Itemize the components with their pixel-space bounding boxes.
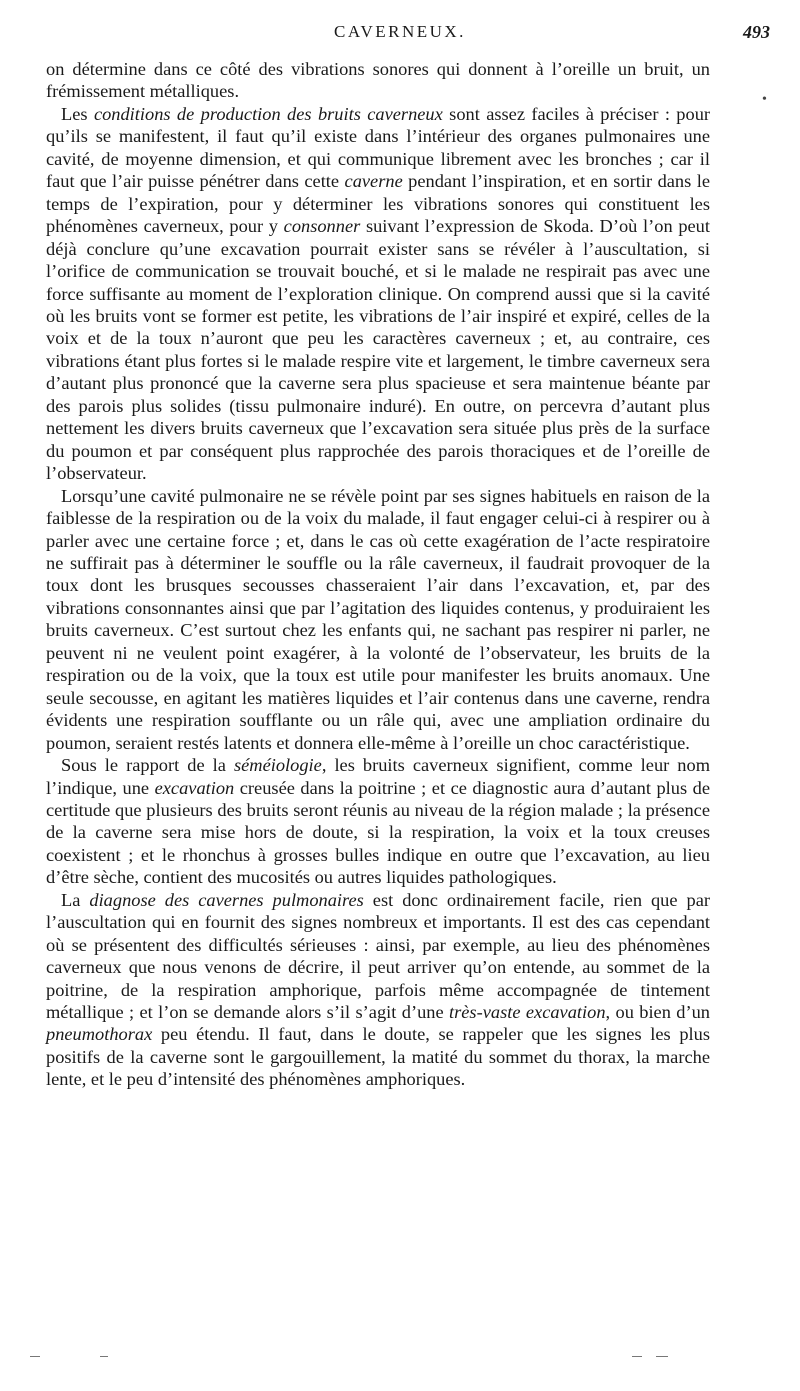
italic-text: séméiologie: [233, 755, 322, 776]
text-run: Les: [61, 103, 94, 124]
running-title: CAVERNEUX.: [334, 22, 466, 41]
paragraph: [46, 103, 710, 485]
text-run: La: [61, 889, 90, 910]
paragraph: [46, 754, 710, 889]
italic-text: très-vaste excavation: [449, 1002, 606, 1023]
text-run: , ou bien d’un: [605, 1002, 710, 1023]
bottom-speck: [656, 1356, 668, 1357]
paragraph: [46, 58, 710, 103]
bottom-speck: [30, 1356, 40, 1357]
text-run: Lorsqu’une cavité pulmonaire ne se révèle point par ses signes habituels en raison de la faiblesse de la respiration ou de la voix du malade, il faut engager celui-ci à respirer ou à parler avec une certaine force ; et, dans le cas où cette exagération de l’acte respiratoire ne suffirait pas à déterminer le souffle ou la râle caverneux, il faudrait provoquer de la toux dont les brusques secousses chasseraient l’air dans l’excavation, et, par des vibrations consonnantes ainsi que par l’agitation des liquides contenus, y produiraient les bruits caverneux. C’est surtout chez les enfants qui, ne sachant pas respirer ni parler, ne peuvent ni ne veulent point exagérer, à la volonté de l’observateur, les bruits de la respiration ou de la voix, que la toux est utile pour manifester les bruits anomaux. Une seule secousse, en agitant les matières liquides et l’air contenus dans une caverne, rendra évidents une respiration soufflante ou un râle qui, avec une ampliation ordinaire du poumon, seraient restés latents et donnera elle-même à l’oreille un choc caractéristique.: [46, 485, 710, 753]
italic-text: caverne: [344, 171, 403, 192]
paragraph: [46, 889, 710, 1091]
italic-text: conditions de production des bruits caverneux: [93, 103, 443, 124]
text-run: creusée dans la poitrine ; et ce diagnostic aura d’autant plus de certitude que plusieurs des bruits seront réunis au niveau de la région malade ; la présence de la caverne sera mise hors de doute, si la respiration, la voix et la toux creuses coexistent ; et le rhonchus à grosses bulles indique en outre que l’excavation, au lieu d’être sèche, contient des mucosités ou autres liquides pathologiques.: [46, 777, 710, 888]
text-run: peu étendu. Il faut, dans le doute, se rappeler que les signes les plus positifs de la caverne sont le gargouillement, la matité du sommet du thorax, la marche lente, et le peu d’intensité des phénomènes amphoriques.: [46, 1024, 710, 1090]
text-run: , les bruits caverneux signifient, comme leur nom l’indique, une: [46, 755, 711, 798]
italic-text: consonner: [283, 216, 361, 237]
bottom-speck: [100, 1356, 108, 1357]
text-run: sont assez faciles à préciser : pour qu’ils se manifestent, il faut qu’il existe dans l’intérieur des organes pulmonaires une cavité, de moyenne dimension, et qui communique librement avec les bronches ; car il faut que l’air puisse pénétrer dans cette: [46, 103, 711, 192]
bottom-speck: [632, 1356, 642, 1357]
page-number: 493: [743, 22, 770, 42]
text-run: on détermine dans ce côté des vibrations sonores qui donnent à l’oreille un bruit, un frémissement métalliques.: [46, 59, 710, 102]
margin-speck: •: [762, 92, 767, 107]
text-run: Sous le rapport de la: [61, 755, 234, 776]
running-head: [30, 22, 770, 46]
text-run: suivant l’expression de Skoda. D’où l’on peut déjà conclure qu’une excavation pourrait exister sans se révéler à l’auscultation, si l’orifice de communication se trouvait bouché, et si le malade ne respirait pas avec une force suffisante au moment de l’exploration clinique. On comprend aussi que si la cavité où les bruits vont se former est petite, les vibrations de l’air inspiré et expiré, celles de la voix et de la toux n’auront que peu les caractères caverneux ; et, au contraire, ces vibrations étant plus fortes si le malade respire vite et largement, le timbre caverneux sera d’autant plus prononcé que la caverne sera plus spacieuse et sera maintenue béante par des parois plus solides (tissu pulmonaire induré). En outre, on percevra d’autant plus nettement les divers bruits caverneux que l’excavation sera située plus près de la surface du poumon et par conséquent plus rapprochée des parois thoraciques et de l’oreille de l’observateur.: [46, 216, 710, 484]
italic-text: pneumothorax: [46, 1024, 153, 1045]
italic-text: excavation: [154, 777, 235, 798]
text-run: pendant l’inspiration, et en sortir dans le temps de l’expiration, pour y déterminer les vibrations sonores qui constituent les phénomènes caverneux, pour y: [46, 171, 710, 237]
paragraph: [46, 485, 710, 754]
text-run: est donc ordinairement facile, rien que par l’auscultation qui en fournit des signes nombreux et importants. Il est des cas cependant où se présentent des difficultés sérieuses : ainsi, par exemple, au lieu des phénomènes caverneux que nous venons de décrire, il peut arriver qu’on entende, au sommet de la poitrine, de la respiration amphorique, parfois même accompagnée de tintement métallique ; et l’on se demande alors s’il s’agit d’une: [46, 889, 710, 1023]
body-text: [46, 58, 710, 1091]
italic-text: diagnose des cavernes pulmonaires: [89, 889, 364, 910]
